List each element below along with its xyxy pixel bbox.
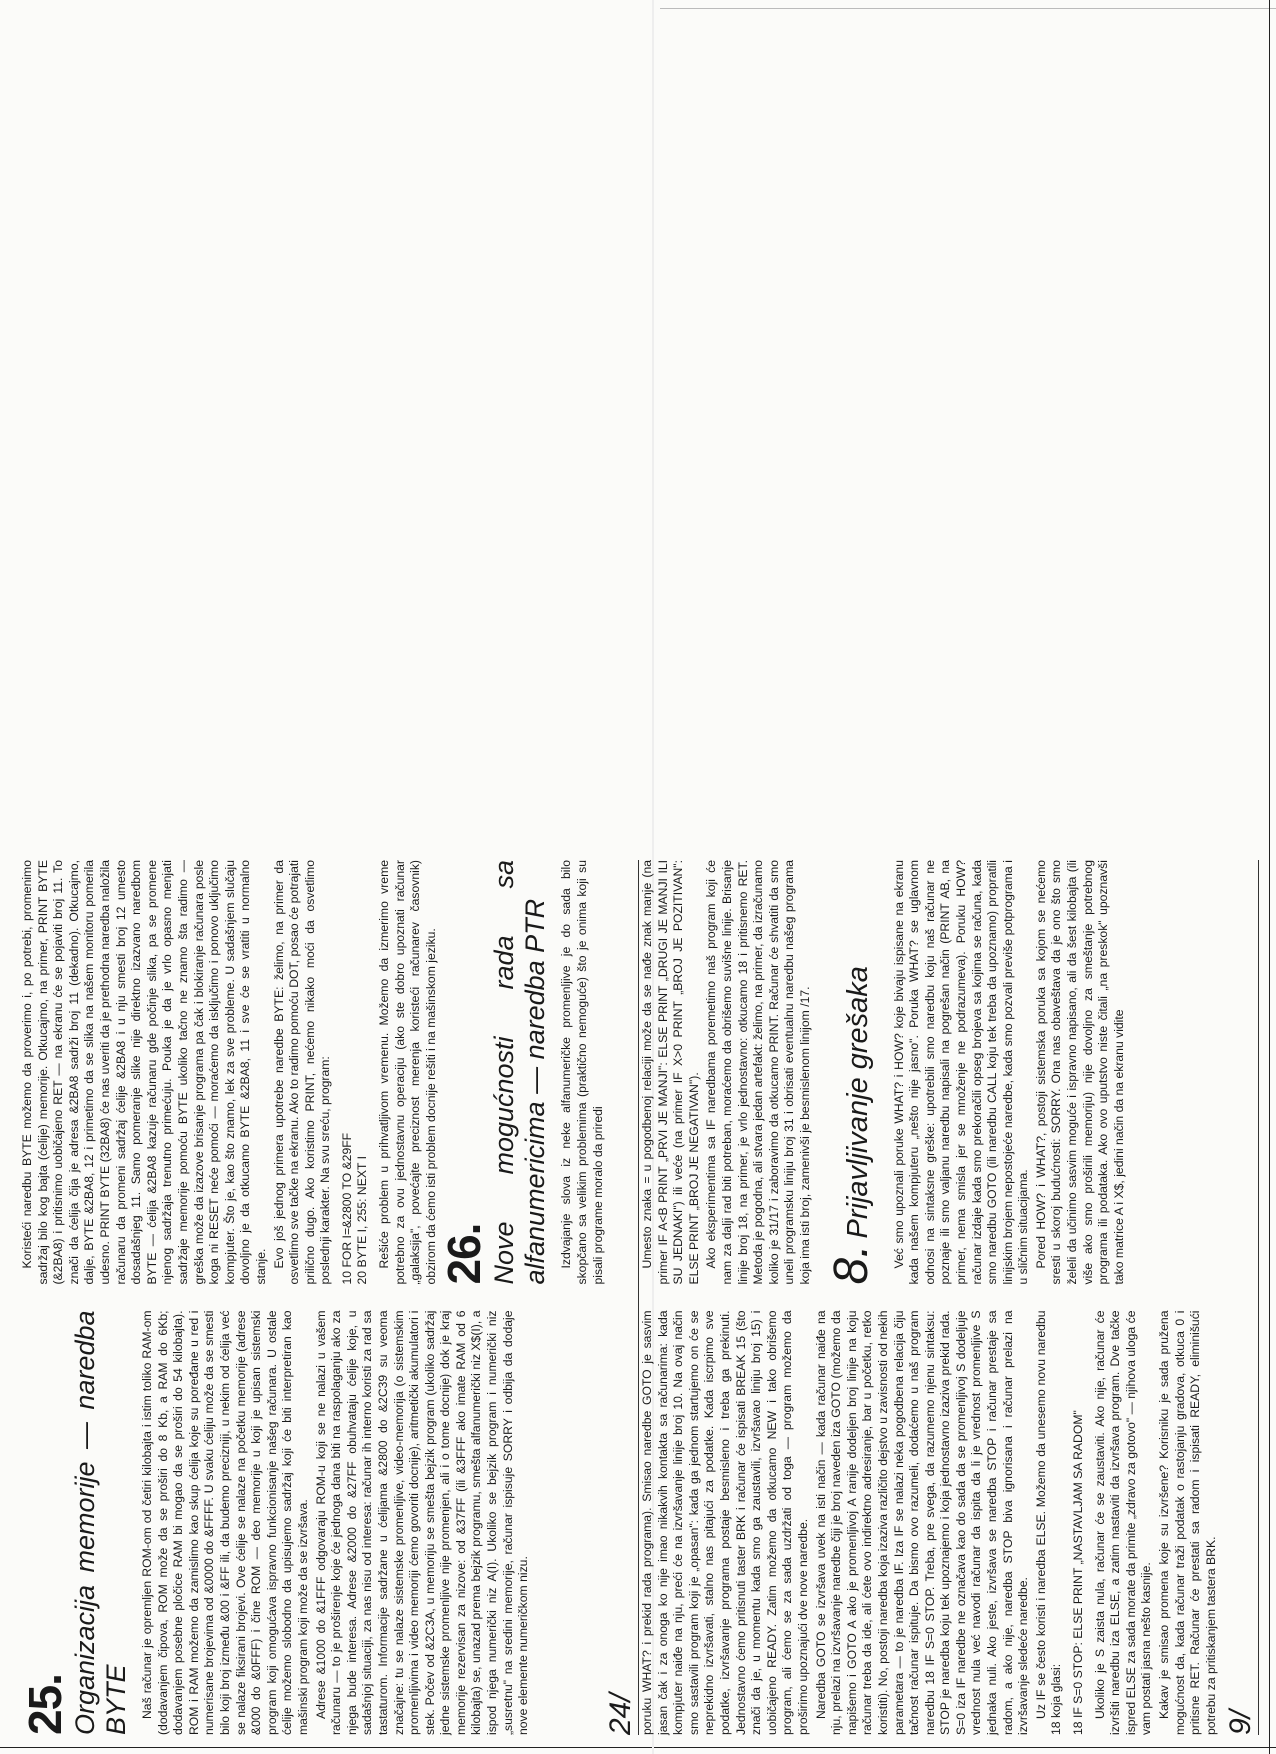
section-26-number: 26. [438, 1223, 491, 1285]
right-page-column-2 [640, 860, 1220, 1285]
scan-edge-bottom [0, 1747, 1276, 1748]
section-26-title: Nove mogućnosti rada sa alfanumericima — naredba PTR [489, 860, 551, 1285]
page-bottom-rule-right [1258, 860, 1259, 1735]
right-paragraph-4: Ukoliko je S zaista nula, računar će se zaustaviti. Ako nije, računar će izvršiti naredbu iza ELSE, a zatim nastaviti da izvršava program. Dve tačke ispred ELSE za sada morate da primite „zdravo za gotovo" — njihova uloga će vam postati jasna nešto kasnije. [1092, 1310, 1154, 1735]
section-8-heading [824, 860, 878, 1285]
right-paragraph-1: poruku WHAT? i prekid rada programa). Smisao naredbe GOTO je sasvim jasan čak i za onoga ko nije imao nikakvih kontakta sa računarima: kada kompjuter naiđe na nju, preći će na izvršavanje linije broj 10. Na ovaj način smo sastavili program koji je „opasan": kada ga jednom startujemo on će se neprekidno izvršavati, stalno nas pitajući za podatke. Kada iscrpimo sve podatke, izvršavanje programa postaje besmisleno i treba ga prekinuti. Jednostavno ćemo pritisnuti taster BRK i računar će ispisati BREAK 15 (što znači da je, u momentu kada smo ga zaustavili, izvršavao liniju broj 15) i uobičajeno READY. Zatim možemo da otkucamo NEW i tako obrišemo program, ali ćemo se za sada uzdržati od toga — program možemo da proširimo upoznajući dve nove naredbe. [640, 1310, 810, 1735]
right-paragraph-6: Umesto znaka = u pogodbenoj relaciji može da se nađe znak manje (na primer IF A<B PRINT „PRVI JE MANJI": ELSE PRINT „DRUGI JE MANJI ILI SU JEDNAKI") ili veće (na primer IF X>0 PRINT „BROJ JE POZITIVAN": ELSE PRINT „BROJ JE NEGATIVAN"). [640, 860, 701, 1285]
code-line-1: 10 FOR I=&2800 TO &29FF [339, 1132, 354, 1285]
section-25-paragraph-2: Adrese &1000 do &1FFF odgovaraju ROM-u koji se ne nalazi u vašem računaru — to je proširenje koje će jednoga dana biti na raspolaganju ako za njega bude interesa. Adrese &2000 do &27FF obuhvataju ćelije koje, u sadašnjoj situaciji, za nas nisu od interesa: računar ih interno koristi za rad sa tastaturom. Informacije sadržane u ćelijama &2800 do &2C39 su veoma značajne: tu se nalaze sistemske promenljive, video-memorija (o sistemskim promenljivima i video memoriji ćemo govoriti docnije), aritmetički akumulatori i stek. Počev od &2C3A, u memoriju se smešta bejzik program (ukoliko sadržaj jedne sistemske promenljive nije promenjen, ali i o tome docnije) dok je kraj memorije rezervisan za nizove: od &37FF (ili &3FFF ako imate RAM od 6 kilobajta) se, unazad prema bejzik programu, smešta alfanumerički niz X$(I), a ispod njega numerički niz A(I). Ukoliko se bejzik program i numerički niz „susretnu" na sredini memorije, računar ispisuje SORRY i odbija da dodaje nove elemente numeričkom nizu. [313, 1310, 531, 1735]
section-8-title: Prijavljivanje grešaka [841, 966, 874, 1239]
section-25-paragraph-5: Rešiće problem u prihvatljivom vremenu. Možemo da izmerimo vreme potrebno za ovu jednostavnu operaciju (ako ste dobro upoznati računar „galaksija", povećajte preciznost merenja koristeći računarev časovnik) obzirom da ćemo isti problem docnije rešiti i na mašinskom jeziku. [377, 860, 438, 1285]
section-8-paragraph-1: Već smo upoznali poruke WHAT? i HOW? koje bivaju ispisane na ekranu kada našem kompjuteru „nešto nije jasno". Poruka WHAT? se uglavnom odnosi na sintaksne greške: upotrebili smo naredbu koju naš računar ne poznaje ili smo valjanu naredbu napisali na pogrešan način (PRINT AB, na primer, nema smisla jer se množenje ne podrazumeva). Poruku HOW? računar izdaje kada smo prekoračili opseg brojeva sa kojima se računa, kada smo naredbu GOTO (ili naredbu CALL koju tek treba da upoznamo) propratili linijskim brojem nepostojeće naredbe, kada smo pozvali previše potprograma i u sličnim situacijama. [891, 860, 1031, 1285]
scan-edge-top [660, 8, 1276, 9]
code-line-2: 20 BYTE I, 255: NEXT I [355, 1156, 370, 1285]
section-8-paragraph-2: Pored HOW? i WHAT?, postoji sistemska poruka sa kojom se nećemo sresti u skoroj budućnosti: SORRY. Ona nas obaveštava da je ono što smo želeli da učinimo sasvim moguće i ispravno napisano, ali da šest kilobajta (ili više ako smo proširili memoriju) nije dovoljno za smeštanje potrebnog programa ili podataka. Ako ovo uputstvo niste čitali „na preskok" upoznavši tako matrice A i X$, jedini način da na ekranu vidite [1033, 860, 1126, 1285]
right-paragraph-7: Ako eksperimentima sa IF naredbama poremetimo naš program koji će nam za dalji rad biti potreban, moraćemo da obrišemo suvišne linije. Brisanje linije broj 18, na primer, je vrlo jednostavno: otkucamo 18 i pritisnemo RET. Metoda je pogodna, ali stvara jedan artefakt: želimo, na primer, da izračunamo koliko je 31/17 i zaboravimo da otkucamo PRINT. Računar će shvatiti da smo uneli programsku liniju broj 31 i obrisati eventualnu naredbu našeg programa koja ima isti broj, zamenivši je besmislenom linijom /17. [704, 860, 812, 1285]
left-page-column-2 [20, 860, 605, 1285]
section-8-number: 8. [824, 1244, 878, 1285]
right-page [640, 860, 1262, 1735]
section-26-paragraph-1: Izdvajanje slova iz neke alfanumeričke promenljive je do sada bilo skopčano sa velikim problemima (praktično nemoguće) što je onima koji su pisali programe moralo da priredi [559, 860, 605, 1285]
right-page-column-1 [640, 1311, 1220, 1736]
right-paragraph-3: Uz IF se često koristi i naredba ELSE. Možemo da unesemo novu naredbu 18 koja glasi: [1033, 1310, 1064, 1735]
section-25-paragraph-3: Koristeći naredbu BYTE možemo da proverimo i, po potrebi, promenimo sadržaj bilo kog bajta (ćelije) memorije. Otkucajmo, na primer, PRINT BYTE (&2BA8) i pritisnimo uobičajeno RET — na ekranu će se pojaviti broj 11. To znači da ćelija čija je adresa &2BA8 sadrži broj 11 (dekadno). Otkucajmo, dalje, BYTE &2BA8, 12 i primetimo da se slika na našem monitoru pomerila udesno. PRINT BYTE (32BA8) će nas uveriti da je prethodna naredba naložila računaru da promeni sadržaj ćelije &2BA8 i u nju smesti broj 12 umesto dosadašnjeg 11. Samo pomeranje slike nije direktno izazvano naredbom BYTE — ćelija &2BA8 kazuje računaru gde počinje slika, pa se promene njenog sadržaja trenutno primećuju. Pouka je da je vrlo opasno menjati sadržaje memorije pomoću BYTE ukoliko tačno ne znamo šta radimo — greška može da izazove brisanje programa pa čak i blokiranje računara posle koga ni RESET neće pomoći — moraćemo da isključimo i ponovo uključimo kompjuter. Što je, kao što znamo, lek za sve probleme. U sadašnjem slučaju dovoljno je da otkucamo BYTE &2BA8, 11 i sve će se vratiti u normalno stanje. [20, 860, 268, 1285]
code-block [340, 860, 371, 1285]
left-page-column-1 [20, 1311, 600, 1736]
section-25-number: 25. [19, 1674, 71, 1735]
section-25-paragraph-1: Naš računar je opremljen ROM-om od četiri kilobajta i istim toliko RAM-om (dodavanjem čipova, ROM može da se proširi do 8 Kb, a RAM do 6Kb; dodavanjem posebne pločice RAM bi mogao da se proširi do 54 kilobajta). ROM i RAM možemo da zamislimo kao skup ćelija koje su poređane u red i numerisane brojevima od &0000 do &FFFF. U svaku ćeliju može da se smesti bilo koji broj između &00 i &FF ili, da budemo precizniji, u nekim od ćelija već se nalaze fiksirani brojevi. Ove ćelije se nalaze na početku memorije (adrese &000 do &0FFF) i čine ROM — deo memorije u koji je upisan sistemski program koji omogućava ispravno funkcionisanje našeg računara. U ostale ćelije možemo slobodno da upisujemo sadržaj koji će biti interpretiran kao mašinski program koji može da se izvršava. [140, 1310, 310, 1735]
section-25-paragraph-4: Evo još jednog primera upotrebe naredbe BYTE: želimo, na primer da osvetlimo sve tačke na ekranu. Ako to radimo pomoću DOT, posao će potrajati prilično dugo. Ako koristimo PRINT, nećemo nikako moći da osvetlimo poslednji karakter. Na svu sreću, program: [271, 860, 333, 1285]
right-paragraph-5: Kakav je smisao promena koje su izvršene? Korisniku je sada pružena mogućnost da, kada računar traži podatak o rastojanju gradova, otkuca 0 i pritisne RET. Računar će prestati sa radom i ispisati READY, eliminišući potrebu za pritiskanjem tastera BRK. [1157, 1310, 1218, 1735]
scan-edge-right [1269, 0, 1270, 1754]
page-number-left: 24/ [604, 1693, 637, 1735]
code-line-18: 18 IF S=0 STOP: ELSE PRINT „NASTAVLJAM SA RADOM" [1071, 1410, 1086, 1735]
right-paragraph-2: Naredba GOTO se izvršava uvek na isti način — kada računar naiđe na nju, prelazi na izvršavanje naredbe čiji je broj naveden iza GOTO (možemo da napišemo i GOTO A ako je promenljivoj A ranije dodeljen broj linije na koju računar treba da ide, ali ćete ovo indirektno adresiranje, bar u početku, retko koristiti). No, postoji naredba koja izaziva različito dejstvo u zavisnosti od nekih parametara — to je naredba IF. Iza IF se nalazi neka pogodbena relacija čiju tačnost računar ispituje. Da bismo ovo razumeli, dodaćemo u naš program naredbu 18 IF S=0 STOP. Treba, pre svega, da razumemo njenu sintaksu: STOP je naredba koju tek upoznajemo i koja jednostavno izaziva prekid rada. S=0 iza IF naredbe ne označava kao do sada da se promenljivoj S dodeljuje vrednost nula već navodi računar da ispita da li je vrednost promenljive S jednaka nuli. Ako jeste, izvršava se naredba STOP i računar prestaje sa radom, a ako nije, naredba STOP biva ignorisana i računar prelazi na izvršavanje sledeće naredbe. [813, 1310, 1031, 1735]
section-25-title: Organizacija memorije — naredba BYTE [70, 1310, 131, 1735]
left-page [20, 860, 642, 1735]
page-bottom-rule-left [638, 860, 639, 1735]
page-number-right: 9/ [1224, 1709, 1257, 1735]
